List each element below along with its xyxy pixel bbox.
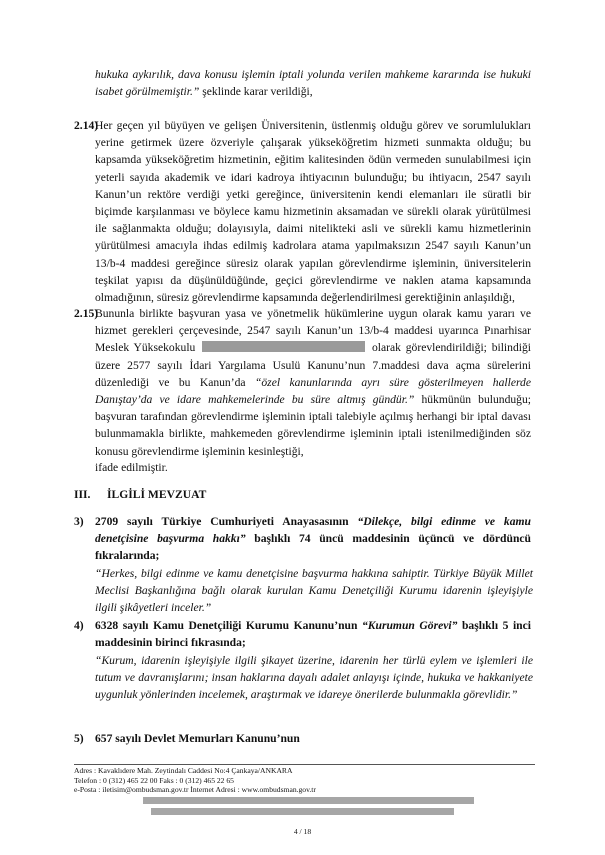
item-5-heading: 657 sayılı Devlet Memurları Kanunu’nun [95,732,300,745]
redaction-bar [202,341,365,352]
section-numeral: III. [74,488,91,501]
item-number-4: 4) [74,619,84,632]
paragraph-2-15 [95,305,531,460]
item-number-5: 5) [74,732,84,745]
footer-redaction-bar-1 [143,797,474,804]
item-3-pre: 2709 sayılı Türkiye Cumhuriyeti Anayasasının [95,515,358,528]
paragraph-number-2-15: 2.15) [74,307,99,320]
p215-line6-italic: Danıştay’da ve idare mahkemelerinde bu süre altmış gündür.” [95,393,415,407]
footer-phone: Telefon : 0 (312) 465 22 00 Faks : 0 (312) 465 22 65 [74,775,234,785]
p215-rest: başvuran tarafından görevlendirme işleminin iptali talebiyle açılmış herhangi bir iptal davası bulunmamakla birlikte, mahkemeden görevlendirme işleminin iptali istenilmediğinden söz konusu görevlendirme işleminin kesinleştiği, [95,410,531,458]
item-4-heading [95,617,531,651]
p215-line-4: üzere 2577 sayılı İdari Yargılama Usulü Kanunu’nun 7.maddesi dava açma sürelerini [95,358,531,372]
item-4-post: başlıklı 5 inci maddesinin birinci fıkrasında; [95,619,531,650]
footer-contact [74,766,316,795]
p215-line-6 [95,391,531,408]
item-3-post: başlıklı 74 üncü maddesinin üçüncü ve dördüncü fıkralarında; [95,532,531,563]
section-title: İLGİLİ MEVZUAT [107,488,207,501]
item-3-quote: “Herkes, bilgi edinme ve kamu denetçisine başvurma hakkına sahiptir. Türkiye Büyük Millet Meclisi Başkanlığına bağlı olarak kurulan Kamu Denetçiliği Kurumu idarenin işleyişiyle ilgili şikâyetleri inceler.” [95,567,533,615]
paragraph-2-14: Her geçen yıl büyüyen ve gelişen Üniversitenin, üstlenmiş olduğu görev ve sorumlulukları yerine getirmek üzere özveriyle çalışarak yükseköğretim hizmeti sunmakta olduğu; bu kapsamda yükseköğretim hizmetinin, eğitim kalitesinden ödün vermeden sunulabilmesi için yeterli sayıda akademik ve idari kadroya ihtiyacının bulunduğu; bu ihtiyacın, 2547 sayılı Kanun’un rektöre verdiği yetki gereğince, üniversitenin kendi elemanları ile süratli bir biçimde karşılanması ve böylece kamu hizmetinin aksamadan ve sürekli olarak yürütülmesi ile sağlanmakta olduğu; dolayısıyla, daimi nitelikteki asli ve sürekli kamu hizmetlerinin yürütülmesi amacıyla ihdas edilmiş kadrolara atama yapılmaksızın 2547 sayılı Kanun’un 13/b-4 maddesi gereğince süresiz olarak yapılan görevlendirme işleminin, üniversitelerin teşkilat yapısı da düşünüldüğünde, geçici görevlendirme ve naklen atama kapsamında olmadığının, süresiz görevlendirme kapsamında değerlendirilmesi gerektiğinin anlaşıldığı, [95,119,531,305]
item-4-quote: “Kurum, idarenin işleyişiyle ilgili şikayet üzerine, idarenin her türlü eylem ve işlemleri ile tutum ve davranışlarını; insan haklarına dayalı adalet anlayışı içinde, hukuka ve hakkaniyete uygunluk yönlerinden incelemek, araştırmak ve idareye önerilerde bulunmakla görevlidir.” [95,654,533,702]
p215-line5-italic: “özel kanunlarında ayrı süre gösterilmeyen hallerde [254,375,531,389]
p215-line6-after: hükmünün bulunduğu; [414,393,531,407]
p215-line3-before: Meslek Yüksekokulu [95,341,196,355]
item-3-quoted: “Dilekçe, bilgi edinme ve kamu denetçisine başvurma hakkı” [95,515,531,546]
footer-web: e-Posta : iletisim@ombudsman.gov.tr İnternet Adresi : www.ombudsman.gov.tr [74,785,316,795]
intro-italic: hukuka aykırılık, dava konusu işlemin iptali yolunda verilen mahkeme kararında ise hukuki isabet görülmemiştir.” [95,68,531,99]
item-number-3: 3) [74,515,84,528]
footer-divider [74,764,535,765]
intro-tail: şeklinde karar verildiği, [199,85,313,99]
p215-line5-before: düzenlediği ve bu Kanun’da [95,375,255,389]
p215-line-1: Bununla birlikte başvuran yasa ve yönetmelik hükümlerine uygun olarak kamu yararı ve [95,307,531,320]
item-4-pre: 6328 sayılı Kamu Denetçiliği Kurumu Kanunu’nun [95,619,362,632]
item-3-heading [95,513,531,565]
footer-address: Adres : Kavaklıdere Mah. Zeytindalı Caddesi No:4 Çankaya/ANKARA [74,766,293,775]
p215-line-5 [95,374,531,391]
page-number: 4 / 18 [293,827,312,836]
intro-paragraph [95,66,531,100]
closing-text: ifade edilmiştir. [95,461,168,474]
p215-line-2: hizmet gerekleri çerçevesinde, 2547 sayılı Kanun’un 13/b-4 maddesi uyarınca Pınarhisar [95,324,531,338]
p215-line3-after: olarak görevlendirildiği; bilindiği [371,341,531,355]
item-4-quoted: “Kurumun Görevi” [362,619,458,632]
footer-redaction-bar-2 [151,808,454,815]
p215-line-3 [95,339,531,356]
paragraph-number-2-14: 2.14) [74,119,99,132]
